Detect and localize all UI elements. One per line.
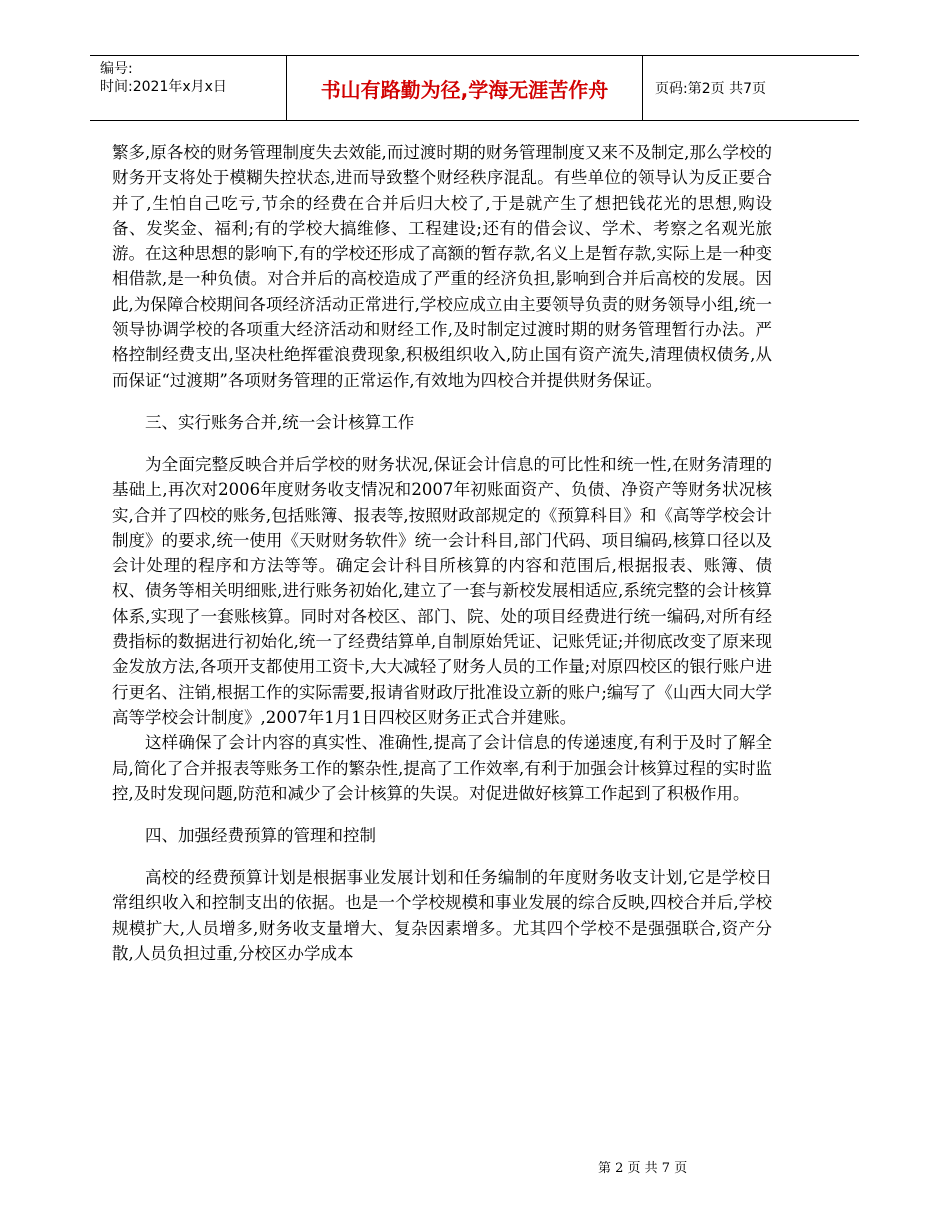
document-number-label: 编号: — [100, 61, 133, 77]
header-motto: 书山有路勤为径,学海无涯苦作舟 — [286, 56, 643, 120]
document-body — [112, 140, 772, 966]
section-heading-4: 四、加强经费预算的管理和控制 — [145, 826, 376, 846]
header-page-info: 页码:第2页 共7页 — [655, 81, 766, 97]
paragraph-transition-finance: 繁多,原各校的财务管理制度失去效能,而过渡时期的财务管理制度又来不及制定,那么学校的财务开支将处于模糊失控状态,进而导致整个财经秩序混乱。有些单位的领导认为反正要合并了,生怕自己吃亏,节余的经费在合并后归大校了,于是就产生了想把钱花光的思想,购设备、发奖金、福利;有的学校大搞维修、工程建设;还有的借会议、学术、考察之名观光旅游。在这种思想的影响下,有的学校还形成了高额的暂存款,名义上是暂存款,实际上是一种变相借款,是一种负债。对合并后的高校造成了严重的经济负担,影响到合并后高校的发展。因此,为保障合校期间各项经济活动正常进行,学校应成立由主要领导负责的财务领导小组,统一领导协调学校的各项重大经济活动和财经工作,及时制定过渡时期的财务管理暂行办法。严格控制经费支出,坚决杜绝挥霍浪费现象,积极组织收入,防止国有资产流失,清理债权债务,从而保证“过渡期”各项财务管理的正常运作,有效地为四校合并提供财务保证。 — [112, 143, 772, 390]
page-header — [90, 55, 859, 121]
paragraph-budget-management: 高校的经费预算计划是根据事业发展计划和任务编制的年度财务收支计划,它是学校日常组织收入和控制支出的依据。也是一个学校规模和事业发展的综合反映,四校合并后,学校规模扩大,人员增多,财务收支量增大、复杂因素增多。尤其四个学校不是强强联合,资产分散,人员负担过重,分校区办学成本 — [112, 868, 772, 964]
document-time-label: 时间:2021年x月x日 — [100, 79, 227, 95]
section-heading-3: 三、实行账务合并,统一会计核算工作 — [145, 412, 415, 432]
page-footer: 第 2 页 共 7 页 — [598, 1161, 688, 1176]
header-meta — [90, 56, 286, 120]
paragraph-account-merge: 为全面完整反映合并后学校的财务状况,保证会计信息的可比性和统一性,在财务清理的基础上,再次对2006年度财务收支情况和2007年初账面资产、负债、净资产等财务状况核实,合并了四校的账务,包括账簿、报表等,按照财政部规定的《预算科目》和《高等学校会计制度》的要求,统一使用《天财财务软件》统一会计科目,部门代码、项目编码,核算口径以及会计处理的程序和方法等等。确定会计科目所核算的内容和范围后,根据报表、账簿、债权、债务等相关明细账,进行账务初始化,建立了一套与新校发展相适应,系统完整的会计核算体系,实现了一套账核算。同时对各校区、部门、院、处的项目经费进行统一编码,对所有经费指标的数据进行初始化,统一了经费结算单,自制原始凭证、记账凭证;并彻底改变了原来现金发放方法,各项开支都使用工资卡,大大减轻了财务人员的工作量;对原四校区的银行账户进行更名、注销,根据工作的实际需要,报请省财政厅批准设立新的账户;编写了《山西大同大学高等学校会计制度》,2007年1月1日四校区财务正式合并建账。 — [112, 454, 772, 727]
paragraph-accounting-benefits: 这样确保了会计内容的真实性、准确性,提高了会计信息的传递速度,有利于及时了解全局,简化了合并报表等账务工作的繁杂性,提高了工作效率,有利于加强会计核算过程的实时监控,及时发现问题,防范和减少了会计核算的失误。对促进做好核算工作起到了积极作用。 — [112, 733, 772, 803]
